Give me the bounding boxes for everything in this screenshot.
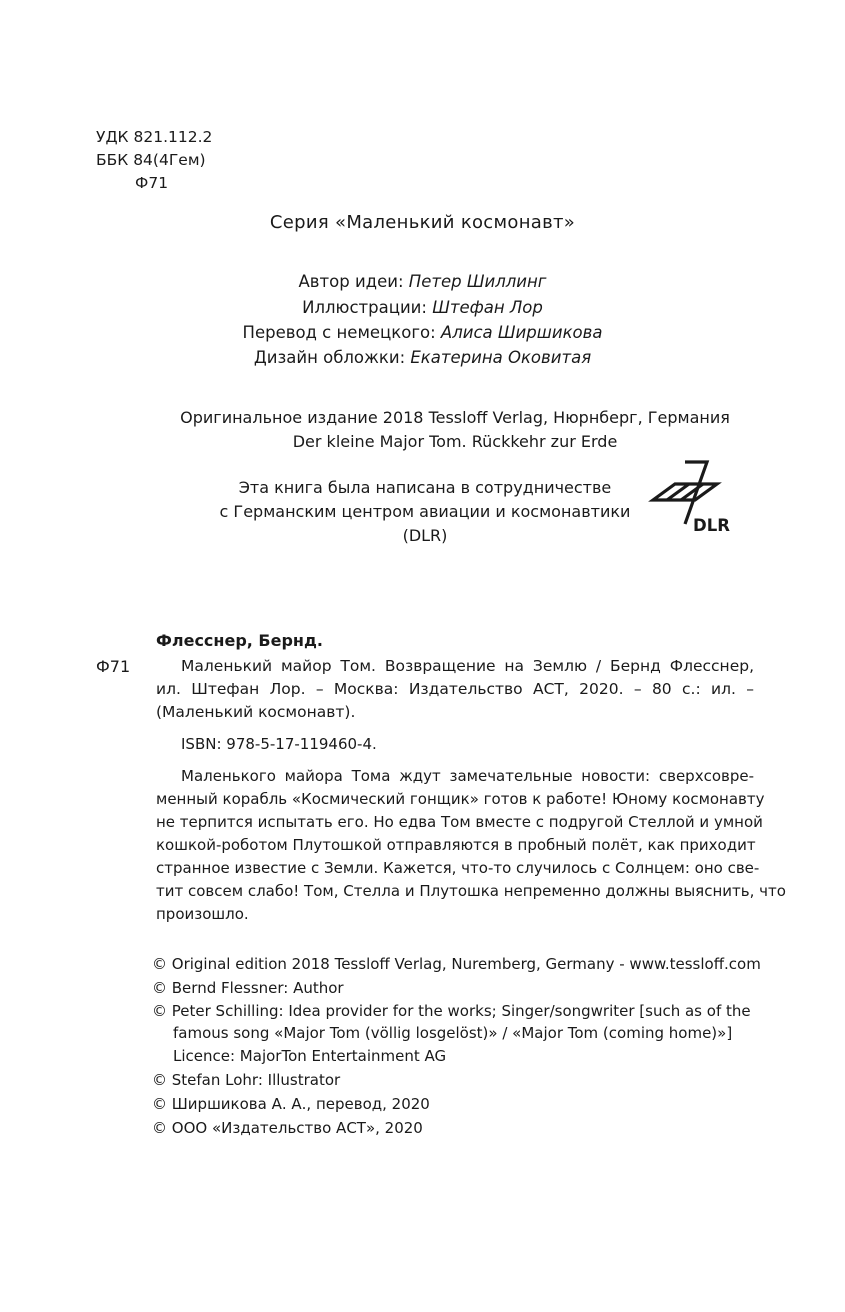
cooperation-line-1: Эта книга была написана в сотрудничестве xyxy=(238,478,612,497)
abstract-line: менный корабль «Космический гонщик» готов к работе! Юному космонавту xyxy=(156,790,765,808)
abstract-line: произошло. xyxy=(156,905,249,923)
credit-person: Штефан Лор xyxy=(432,298,543,317)
abstract-line: тит совсем слабо! Том, Стелла и Плутошка непременно должны выяснить, что xyxy=(156,882,786,900)
abstract-line: Маленького майора Тома ждут замечательные новости: сверхсовре- xyxy=(181,767,754,785)
copyright-line: © Original edition 2018 Tessloff Verlag, Nuremberg, Germany - www.tessloff.com xyxy=(152,955,761,973)
copyright-line: © ООО «Издательство АСТ», 2020 xyxy=(152,1119,423,1137)
copyright-line: famous song «Major Tom (völlig losgelöst)» / «Major Tom (coming home)»] xyxy=(173,1024,733,1042)
credit-translation xyxy=(0,323,845,342)
catalog-isbn: ISBN: 978-5-17-119460-4. xyxy=(181,735,377,753)
copyright-line: Licence: MajorTon Entertainment AG xyxy=(173,1047,447,1065)
catalog-author-heading: Флесснер, Бернд. xyxy=(156,631,323,650)
dlr-logo-text: DLR xyxy=(693,516,730,535)
cooperation-line-2: с Германским центром авиации и космонавтики xyxy=(219,502,631,521)
abstract-line: странное известие с Земли. Кажется, что-то случилось с Солнцем: оно све- xyxy=(156,859,760,877)
catalog-bib-line-1: Маленький майор Том. Возвращение на Землю / Бернд Флесснер, xyxy=(181,657,754,675)
abstract-line: кошкой-роботом Плутошкой отправляются в пробный полёт, как приходит xyxy=(156,836,756,854)
credit-role: Перевод с немецкого: xyxy=(242,323,436,342)
dlr-logo xyxy=(645,460,745,540)
credit-person: Петер Шиллинг xyxy=(408,272,547,291)
author-mark: Ф71 xyxy=(135,174,169,192)
original-title-line: Der kleine Major Tom. Rückkehr zur Erde xyxy=(292,432,618,451)
credit-role: Дизайн обложки: xyxy=(253,348,406,367)
credit-idea xyxy=(0,272,845,291)
bbk-code: ББК 84(4Гем) xyxy=(96,151,206,169)
copyright-line: © Stefan Lohr: Illustrator xyxy=(152,1071,341,1089)
credit-cover-design xyxy=(0,348,845,367)
catalog-bib-line-3: (Маленький космонавт). xyxy=(156,703,356,721)
catalog-bib-line-2: ил. Штефан Лор. – Москва: Издательство АСТ, 2020. – 80 с.: ил. – xyxy=(156,680,754,698)
credit-illustrations xyxy=(0,298,845,317)
credit-role: Иллюстрации: xyxy=(302,298,427,317)
copyright-line: © Peter Schilling: Idea provider for the works; Singer/songwriter [such as of the xyxy=(152,1002,751,1020)
catalog-author-mark: Ф71 xyxy=(96,657,131,676)
credit-person: Алиса Ширшикова xyxy=(440,323,603,342)
cooperation-line-3: (DLR) xyxy=(402,526,448,545)
series-title: Серия «Маленький космонавт» xyxy=(269,212,576,233)
credit-role: Автор идеи: xyxy=(298,272,404,291)
original-edition-line: Оригинальное издание 2018 Tessloff Verlag, Нюрнберг, Германия xyxy=(180,408,730,427)
udk-code: УДК 821.112.2 xyxy=(96,128,213,146)
copyright-line: © Ширшикова А. А., перевод, 2020 xyxy=(152,1095,430,1113)
abstract-line: не терпится испытать его. Но едва Том вместе с подругой Стеллой и умной xyxy=(156,813,763,831)
credit-person: Екатерина Оковитая xyxy=(410,348,592,367)
copyright-line: © Bernd Flessner: Author xyxy=(152,979,344,997)
